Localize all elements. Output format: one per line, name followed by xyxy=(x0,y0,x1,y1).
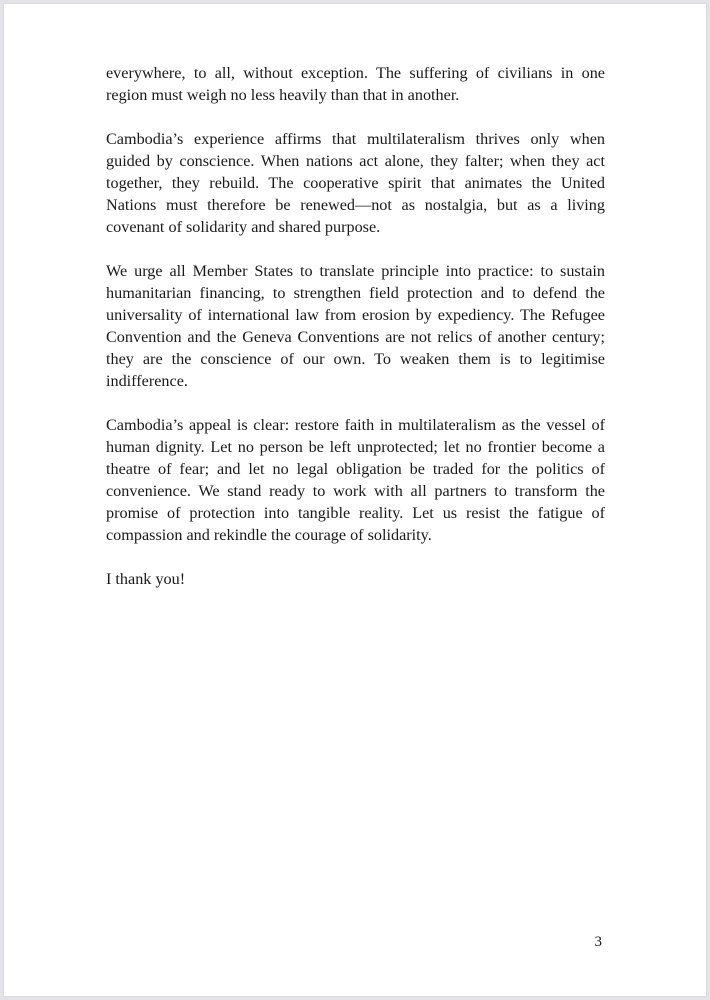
document-page xyxy=(4,4,706,996)
paragraph-appeal-to-member-states: We urge all Member States to translate principle into practice: to sustain humanitarian financing, to strengthen field protection and to defend the universality of international law from erosion by expediency. The Refugee Convention and the Geneva Conventions are not relics of another century; they are the conscience of our own. To weaken them is to legitimise indifference. xyxy=(106,262,605,390)
paragraph-continuation: everywhere, to all, without exception. The suffering of civilians in one region must weigh no less heavily than that in another. xyxy=(106,64,605,104)
paragraph-cambodia-appeal: Cambodia’s appeal is clear: restore faith in multilateralism as the vessel of human dignity. Let no person be left unprotected; let no frontier become a theatre of fear; and let no legal obligation be traded for the politics of convenience. We stand ready to work with all partners to transform the promise of protection into tangible reality. Let us resist the fatigue of compassion and rekindle the courage of solidarity. xyxy=(106,416,605,544)
closing-remark: I thank you! xyxy=(106,570,186,588)
document-body xyxy=(106,62,605,612)
paragraph-multilateralism: Cambodia’s experience affirms that multilateralism thrives only when guided by conscience. When nations act alone, they falter; when they act together, they rebuild. The cooperative spirit that animates the United Nations must therefore be renewed—not as nostalgia, but as a living covenant of solidarity and shared purpose. xyxy=(106,130,605,236)
page-number: 3 xyxy=(594,934,602,950)
